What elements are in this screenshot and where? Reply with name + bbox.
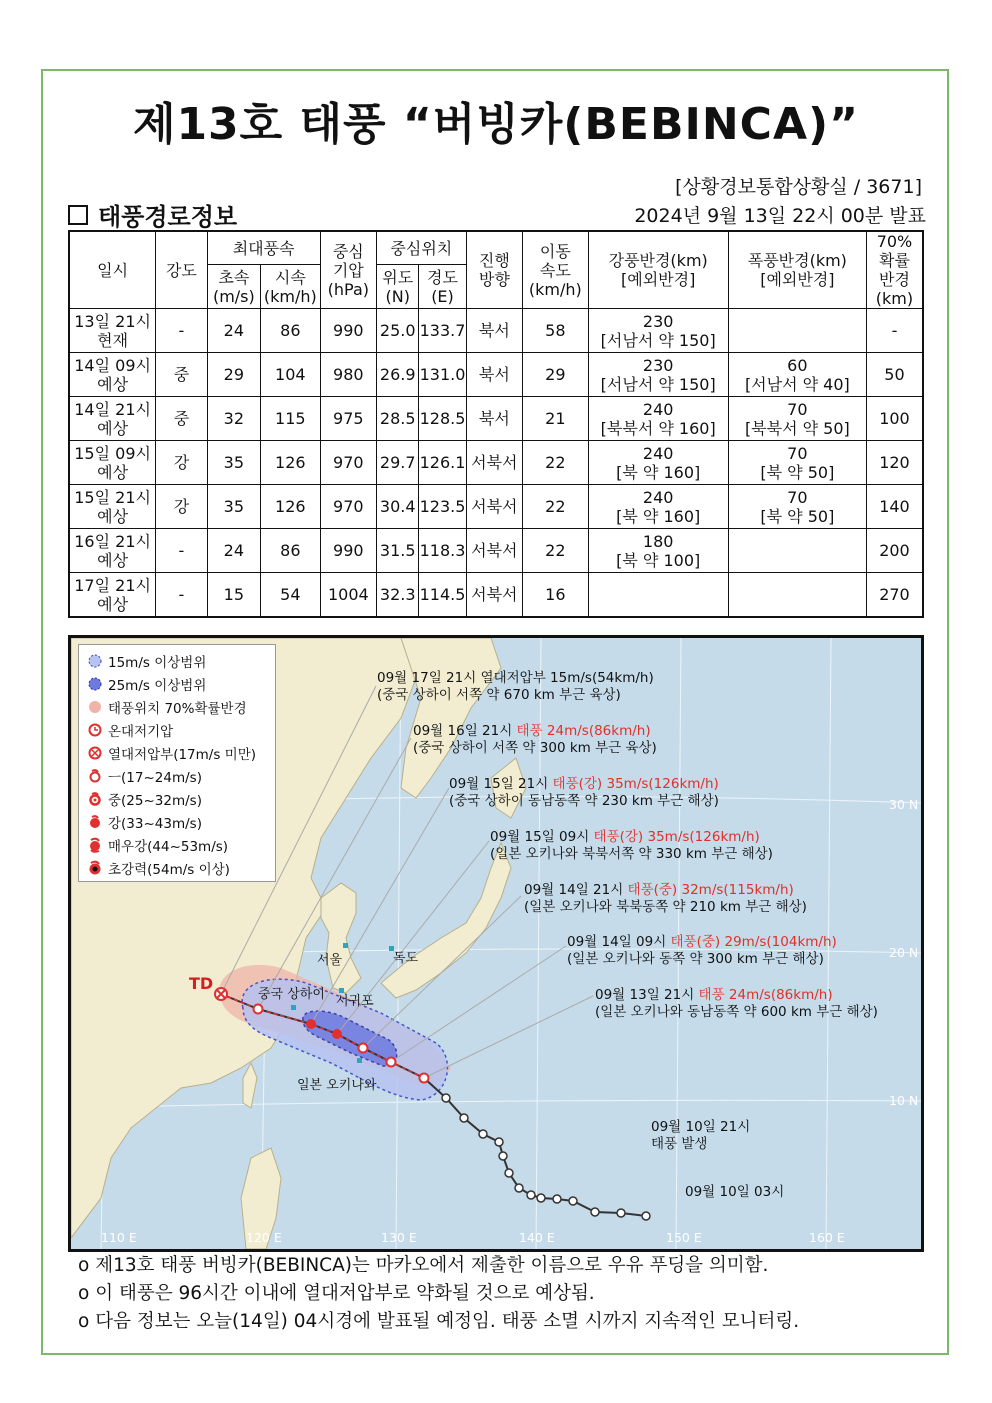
- table-row: [69, 353, 923, 397]
- annotation-0913-21: [595, 987, 878, 1021]
- note-line: o 다음 정보는 오늘(14일) 04시경에 발표될 예정임. 태풍 소멸 시까지 지속적인 모니터링.: [78, 1311, 800, 1332]
- cell-gale: 230 [서남서 약 150]: [588, 353, 728, 397]
- table-row: [69, 397, 923, 441]
- header-pressure: 중심 기압 (hPa): [320, 231, 376, 309]
- table-row: [69, 529, 923, 573]
- cell-time: 15일 09시 예상: [69, 441, 156, 485]
- lat10-label: 10 N: [889, 1093, 919, 1108]
- cell-pressure: 970: [320, 441, 376, 485]
- cell-kmh: 86: [261, 309, 321, 353]
- notes: [78, 1252, 799, 1336]
- cell-ms: 35: [207, 441, 260, 485]
- annotation-genesis: 09월 10일 21시 태풍 발생: [651, 1119, 751, 1152]
- cell-lon: 126.1: [419, 441, 466, 485]
- annotation-location: (일본 오키나와 북북동쪽 약 210 km 부근 해상): [524, 899, 807, 915]
- cell-lat: 28.5: [377, 397, 419, 441]
- cell-direction: 서북서: [466, 529, 522, 573]
- cell-lat: 31.5: [377, 529, 419, 573]
- cell-kmh: 115: [261, 397, 321, 441]
- legend-item: 온대저기압: [87, 720, 173, 740]
- annotation-status: 태풍(중) 32m/s(115km/h): [627, 882, 794, 898]
- annotation-date: 09월 17일 21시: [377, 670, 477, 686]
- cell-intensity: -: [156, 529, 207, 573]
- cell-gale: 240 [북북서 약 160]: [588, 397, 728, 441]
- cell-storm: [728, 529, 866, 573]
- table-row: [69, 573, 923, 618]
- place-seogwipo: 서귀포: [336, 994, 374, 1009]
- annotation-date: 09월 16일 21시: [413, 723, 513, 739]
- legend-item: 열대저압부(17m/s 미만): [87, 743, 256, 763]
- cell-intensity: 중: [156, 353, 207, 397]
- cell-prob: -: [866, 309, 923, 353]
- cell-pressure: 990: [320, 529, 376, 573]
- section-title: 태풍경로정보: [98, 203, 238, 231]
- annotation-0914-09: [567, 934, 837, 968]
- section-heading: [68, 197, 237, 232]
- cell-pressure: 980: [320, 353, 376, 397]
- cell-prob: 270: [866, 573, 923, 618]
- cell-time: 14일 09시 예상: [69, 353, 156, 397]
- cell-lat: 26.9: [377, 353, 419, 397]
- cell-prob: 200: [866, 529, 923, 573]
- legend-item: 태풍위치 70%확률반경: [87, 697, 247, 717]
- cell-speed: 21: [523, 397, 589, 441]
- cell-time: 15일 21시 예상: [69, 485, 156, 529]
- cell-lon: 123.5: [419, 485, 466, 529]
- legend-item: ㅡ(17~24m/s): [87, 766, 202, 786]
- cell-speed: 16: [523, 573, 589, 618]
- cell-lon: 118.3: [419, 529, 466, 573]
- issuing-office: [상황경보통합상황실 / 3671]: [675, 176, 922, 198]
- cell-time: 16일 21시 예상: [69, 529, 156, 573]
- cell-storm: [728, 309, 866, 353]
- cell-ms: 35: [207, 485, 260, 529]
- cell-intensity: 강: [156, 485, 207, 529]
- annotation-date: 09월 15일 09시: [490, 829, 590, 845]
- place-dokdo: 독도: [393, 951, 419, 966]
- legend-item: 중(25~32m/s): [87, 789, 202, 809]
- header-center: 중심위치: [377, 231, 467, 265]
- annotation-status: 태풍(강) 35m/s(126km/h): [552, 776, 719, 792]
- legend-item: 강(33~43m/s): [87, 812, 202, 832]
- place-shanghai: 중국 상하이: [258, 987, 325, 1002]
- legend-item: 초강력(54m/s 이상): [87, 858, 230, 878]
- cell-direction: 서북서: [466, 573, 522, 618]
- cell-prob: 100: [866, 397, 923, 441]
- cell-ms: 24: [207, 529, 260, 573]
- annotation-date: 09월 15일 21시: [449, 776, 549, 792]
- cell-ms: 24: [207, 309, 260, 353]
- lat20-label: 20 N: [889, 945, 919, 960]
- table-row: [69, 485, 923, 529]
- header-time: 일시: [69, 231, 156, 309]
- typhoon-super-icon: [87, 860, 103, 876]
- header-lon: 경도 (E): [419, 265, 466, 309]
- cell-time: 13일 21시 현재: [69, 309, 156, 353]
- cell-speed: 22: [523, 529, 589, 573]
- cell-gale: 180 [북 약 100]: [588, 529, 728, 573]
- map-legend: [78, 644, 276, 882]
- place-okinawa: 일본 오키나와: [297, 1078, 377, 1093]
- okinawa-marker: [357, 1058, 362, 1063]
- cell-pressure: 990: [320, 309, 376, 353]
- light-blue-dotted-circle-icon: [87, 653, 103, 669]
- lon120-label: 120 E: [246, 1230, 282, 1245]
- cell-kmh: 104: [261, 353, 321, 397]
- cell-storm: 70 [북 약 50]: [728, 485, 866, 529]
- cell-intensity: 중: [156, 397, 207, 441]
- header-storm-radius: 폭풍반경(km) [예외반경]: [728, 231, 866, 309]
- cell-kmh: 54: [261, 573, 321, 618]
- annotation-status: 태풍 24m/s(86km/h): [698, 987, 833, 1003]
- annotation-location: (중국 상하이 동남동쪽 약 230 km 부근 해상): [449, 793, 719, 809]
- cell-lat: 29.7: [377, 441, 419, 485]
- header-prob70: 70% 확률 반경 (km): [866, 231, 923, 309]
- annotation-location: (중국 상하이 서쪽 약 300 km 부근 육상): [413, 740, 657, 756]
- cell-direction: 서북서: [466, 485, 522, 529]
- cell-kmh: 86: [261, 529, 321, 573]
- header-max-wind: 최대풍속: [207, 231, 320, 265]
- cell-lat: 32.3: [377, 573, 419, 618]
- cell-pressure: 1004: [320, 573, 376, 618]
- lon110-label: 110 E: [101, 1230, 137, 1245]
- cell-ms: 32: [207, 397, 260, 441]
- header-intensity: 강도: [156, 231, 207, 309]
- cell-intensity: -: [156, 573, 207, 618]
- cell-intensity: 강: [156, 441, 207, 485]
- tropical-depression-icon: [87, 745, 103, 761]
- annotation-location: (일본 오키나와 동쪽 약 300 km 부근 해상): [567, 951, 824, 967]
- cell-time: 14일 21시 예상: [69, 397, 156, 441]
- annotation-0914-21: [524, 882, 807, 916]
- annotation-status: 태풍 24m/s(86km/h): [516, 723, 651, 739]
- annotation-0916: [413, 723, 657, 757]
- header-gale-radius: 강풍반경(km) [예외반경]: [588, 231, 728, 309]
- typhoon-strong-icon: [87, 814, 103, 830]
- pink-circle-icon: [87, 699, 103, 715]
- typhoon-medium-icon: [87, 791, 103, 807]
- cell-gale: 230 [서남서 약 150]: [588, 309, 728, 353]
- note-line: o 제13호 태풍 버빙카(BEBINCA)는 마카오에서 제출한 이름으로 우유 푸딩을 의미함.: [78, 1255, 769, 1276]
- cell-prob: 50: [866, 353, 923, 397]
- cell-lat: 30.4: [377, 485, 419, 529]
- cell-direction: 북서: [466, 353, 522, 397]
- cell-gale: [588, 573, 728, 618]
- annotation-start: 09월 10일 03시: [685, 1184, 785, 1200]
- lat30-label: 30 N: [889, 797, 919, 812]
- cell-time: 17일 21시 예상: [69, 573, 156, 618]
- cell-gale: 240 [북 약 160]: [588, 441, 728, 485]
- cell-direction: 북서: [466, 309, 522, 353]
- legend-item: 15m/s 이상범위: [87, 651, 206, 671]
- page-title: 제13호 태풍 “버빙카(BEBINCA)”: [132, 99, 860, 150]
- cell-speed: 22: [523, 441, 589, 485]
- cell-prob: 140: [866, 485, 923, 529]
- annotation-0917: [377, 670, 654, 704]
- cell-kmh: 126: [261, 485, 321, 529]
- typhoon-weak-icon: [87, 768, 103, 784]
- cell-prob: 120: [866, 441, 923, 485]
- cell-storm: [728, 573, 866, 618]
- cell-pressure: 975: [320, 397, 376, 441]
- checkbox-icon: [68, 205, 88, 225]
- cell-ms: 15: [207, 573, 260, 618]
- cell-intensity: -: [156, 309, 207, 353]
- legend-item: 매우강(44~53m/s): [87, 835, 228, 855]
- annotation-date: 09월 14일 21시: [524, 882, 624, 898]
- cell-speed: 29: [523, 353, 589, 397]
- typhoon-track-table: [68, 230, 924, 618]
- annotation-0915-21: [449, 776, 719, 810]
- cell-lon: 131.0: [419, 353, 466, 397]
- header-speed: 이동 속도 (km/h): [523, 231, 589, 309]
- lon160-label: 160 E: [809, 1230, 845, 1245]
- extratropical-low-icon: [87, 722, 103, 738]
- annotation-location: (중국 상하이 서쪽 약 670 km 부근 육상): [377, 687, 621, 703]
- cell-pressure: 970: [320, 485, 376, 529]
- cell-direction: 북서: [466, 397, 522, 441]
- cell-lon: 128.5: [419, 397, 466, 441]
- table-row: [69, 309, 923, 353]
- annotation-status: 열대저압부 15m/s(54km/h): [480, 670, 654, 686]
- cell-lat: 25.0: [377, 309, 419, 353]
- header-ms: 초속 (m/s): [207, 265, 260, 309]
- cell-speed: 22: [523, 485, 589, 529]
- annotation-location: (일본 오키나와 동남동쪽 약 600 km 부근 해상): [595, 1004, 878, 1020]
- cell-gale: 240 [북 약 160]: [588, 485, 728, 529]
- td-label: TD: [189, 974, 214, 993]
- cell-storm: 70 [북북서 약 50]: [728, 397, 866, 441]
- header-direction: 진행 방향: [466, 231, 522, 309]
- note-line: o 이 태풍은 96시간 이내에 열대저압부로 약화될 것으로 예상됨.: [78, 1283, 595, 1304]
- typhoon-very-strong-icon: [87, 837, 103, 853]
- track-map: [68, 635, 924, 1252]
- annotation-0915-09: [490, 829, 773, 863]
- lon140-label: 140 E: [519, 1230, 555, 1245]
- annotation-date: 09월 14일 09시: [567, 934, 667, 950]
- cell-ms: 29: [207, 353, 260, 397]
- annotation-date: 09월 13일 21시: [595, 987, 695, 1003]
- annotation-status: 태풍(강) 35m/s(126km/h): [593, 829, 760, 845]
- place-seoul: 서울: [317, 953, 343, 968]
- lon150-label: 150 E: [666, 1230, 702, 1245]
- cell-kmh: 126: [261, 441, 321, 485]
- lon130-label: 130 E: [381, 1230, 417, 1245]
- annotation-status: 태풍(중) 29m/s(104km/h): [670, 934, 837, 950]
- legend-item: 25m/s 이상범위: [87, 674, 206, 694]
- cell-lon: 133.7: [419, 309, 466, 353]
- cell-speed: 58: [523, 309, 589, 353]
- cell-direction: 서북서: [466, 441, 522, 485]
- issue-datetime: 2024년 9월 13일 22시 00분 발표: [634, 205, 926, 227]
- blue-dotted-circle-icon: [87, 676, 103, 692]
- shanghai-marker: [291, 1005, 296, 1010]
- cell-storm: 60 [서남서 약 40]: [728, 353, 866, 397]
- table-row: [69, 441, 923, 485]
- header-kmh: 시속 (km/h): [261, 265, 321, 309]
- cell-lon: 114.5: [419, 573, 466, 618]
- header-lat: 위도 (N): [377, 265, 419, 309]
- annotation-location: (일본 오키나와 북북서쪽 약 330 km 부근 해상): [490, 846, 773, 862]
- cell-storm: 70 [북 약 50]: [728, 441, 866, 485]
- seoul-marker: [343, 943, 348, 948]
